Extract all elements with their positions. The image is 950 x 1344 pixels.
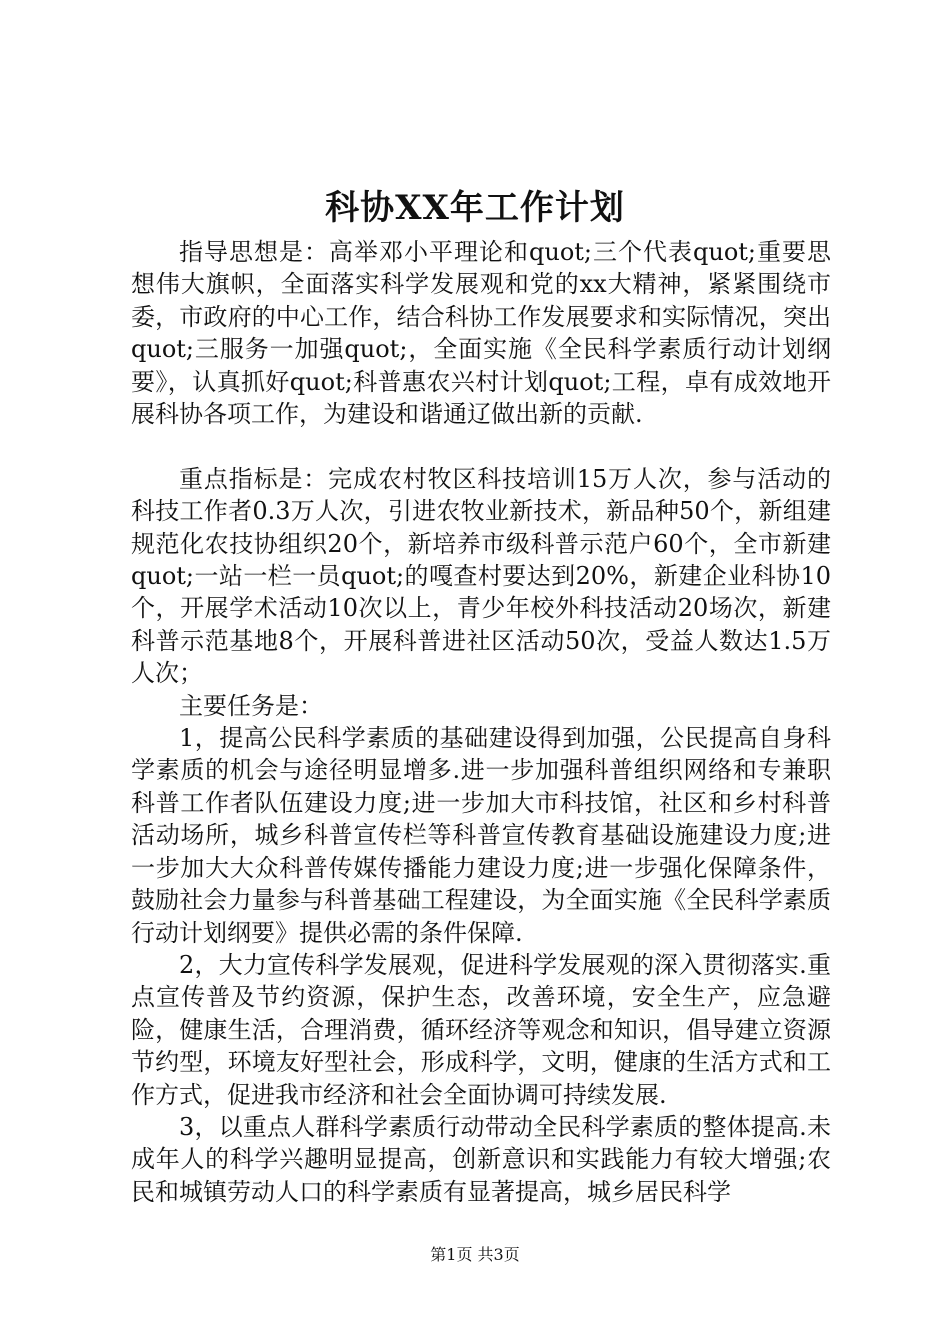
- paragraph-key-indicators: 重点指标是：完成农村牧区科技培训15万人次，参与活动的科技工作者0.3万人次，引进农牧业新技术，新品种50个，新组建规范化农技协组织20个，新培养市级科普示范户60个，全市新建quot;一站一栏一员quot;的嘎查村要达到20%，新建企业科协10个，开展学术活动10次以上，青少年校外科技活动20场次，新建科普示范基地8个，开展科普进社区活动50次，受益人数达1.5万人次；: [131, 464, 831, 688]
- paragraph-task-1: 1，提高公民科学素质的基础建设得到加强，公民提高自身科学素质的机会与途径明显增多.进一步加强科普组织网络和专兼职科普工作者队伍建设力度;进一步加大市科技馆，社区和乡村科普活动场所，城乡科普宣传栏等科普宣传教育基础设施建设力度;进一步加大大众科普传媒传播能力建设力度;进一步强化保障条件，鼓励社会力量参与科普基础工程建设，为全面实施《全民科学素质行动计划纲要》提供必需的条件保障.: [131, 724, 831, 947]
- paragraph-spacer: [131, 430, 831, 462]
- document-body: [131, 236, 831, 1208]
- paragraph-guiding-ideology: 指导思想是：高举邓小平理论和quot;三个代表quot;重要思想伟大旗帜，全面落实科学发展观和党的xx大精神，紧紧围绕市委，市政府的中心工作，结合科协工作发展要求和实际情况，突出quot;三服务一加强quot;，全面实施《全民科学素质行动计划纲要》，认真抓好quot;科普惠农兴村计划quot;工程，卓有成效地开展科协各项工作，为建设和谐通辽做出新的贡献.: [131, 238, 831, 429]
- paragraph-main-tasks-heading: 主要任务是：: [179, 691, 323, 720]
- page-number-footer: 第1页 共3页: [430, 1245, 520, 1264]
- paragraph-task-2: 2，大力宣传科学发展观，促进科学发展观的深入贯彻落实.重点宣传普及节约资源，保护生态，改善环境，安全生产，应急避险，健康生活，合理消费，循环经济等观念和知识，倡导建立资源节约型，环境友好型社会，形成科学，文明，健康的生活方式和工作方式，促进我市经济和社会全面协调可持续发展.: [131, 950, 831, 1109]
- paragraph-task-3: 3，以重点人群科学素质行动带动全民科学素质的整体提高.未成年人的科学兴趣明显提高，创新意识和实践能力有较大增强;农民和城镇劳动人口的科学素质有显著提高，城乡居民科学: [131, 1112, 831, 1206]
- page-title: 科协XX年工作计划: [325, 188, 625, 228]
